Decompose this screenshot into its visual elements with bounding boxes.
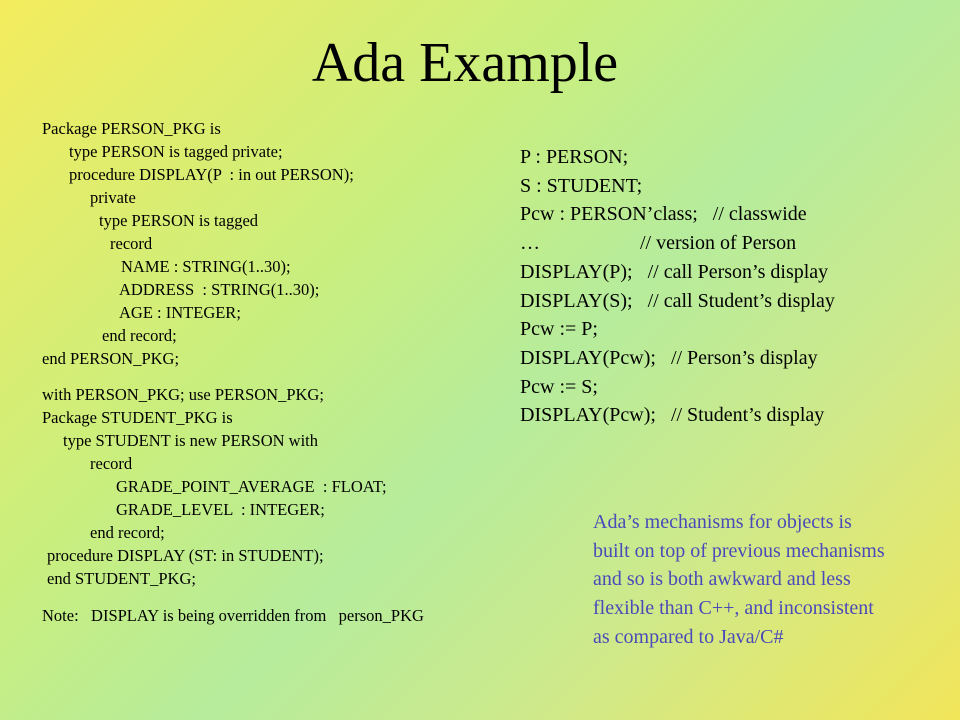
slide-title: Ada Example [311,32,619,94]
code-line: DISPLAY(Pcw); // Student’s display [520,404,825,427]
code-line: DISPLAY(P); // call Person’s display [520,260,829,283]
code-line: end STUDENT_PKG; [47,569,196,588]
code-line: P : PERSON; [520,146,629,168]
comment-line: Ada’s mechanisms for objects is [593,511,852,533]
code-line: with PERSON_PKG; use PERSON_PKG; [42,385,324,404]
code-line: private [90,188,136,207]
code-line: Package PERSON_PKG is [42,119,221,138]
code-line: DISPLAY(S); // call Student’s display [520,289,835,312]
code-line: type PERSON is tagged [99,211,259,230]
code-line: end record; [102,326,177,345]
code-line: NAME : STRING(1..30); [121,257,291,276]
comment-line: and so is both awkward and less [593,568,851,591]
code-line: ADDRESS : STRING(1..30); [119,280,320,299]
comment-line: flexible than C++, and inconsistent [593,597,874,620]
override-note: Note: DISPLAY is being overridden from person_PKG [42,606,424,625]
code-line: record [110,234,153,253]
code-line: procedure DISPLAY (ST: in STUDENT); [47,546,324,565]
block-gap [42,370,562,383]
code-line: end PERSON_PKG; [42,349,180,368]
code-line: procedure DISPLAY(P : in out PERSON); [69,165,354,184]
code-line: … // version of Person [520,232,797,255]
code-line: type PERSON is tagged private; [69,142,283,161]
student-pkg-code-block [42,383,562,590]
ada-package-code [42,117,562,627]
classwide-usage-code [520,143,940,430]
person-pkg-code-block [42,117,562,370]
comment-line: built on top of previous mechanisms [593,539,885,562]
code-line: record [90,454,133,473]
code-line: end record; [90,523,165,542]
ada-mechanisms-comment [593,508,953,652]
code-line: Pcw := S; [520,375,598,398]
code-line: Pcw := P; [520,318,598,341]
code-line: AGE : INTEGER; [119,303,241,322]
code-line: Package STUDENT_PKG is [42,408,233,427]
code-line: GRADE_LEVEL : INTEGER; [116,500,325,519]
code-line: S : STUDENT; [520,174,643,197]
code-line: type STUDENT is new PERSON with [63,431,318,450]
code-line: Pcw : PERSON’class; // classwide [520,203,807,226]
comment-line: as compared to Java/C# [593,625,784,648]
code-line: DISPLAY(Pcw); // Person’s display [520,346,818,369]
code-line: GRADE_POINT_AVERAGE : FLOAT; [116,477,387,496]
